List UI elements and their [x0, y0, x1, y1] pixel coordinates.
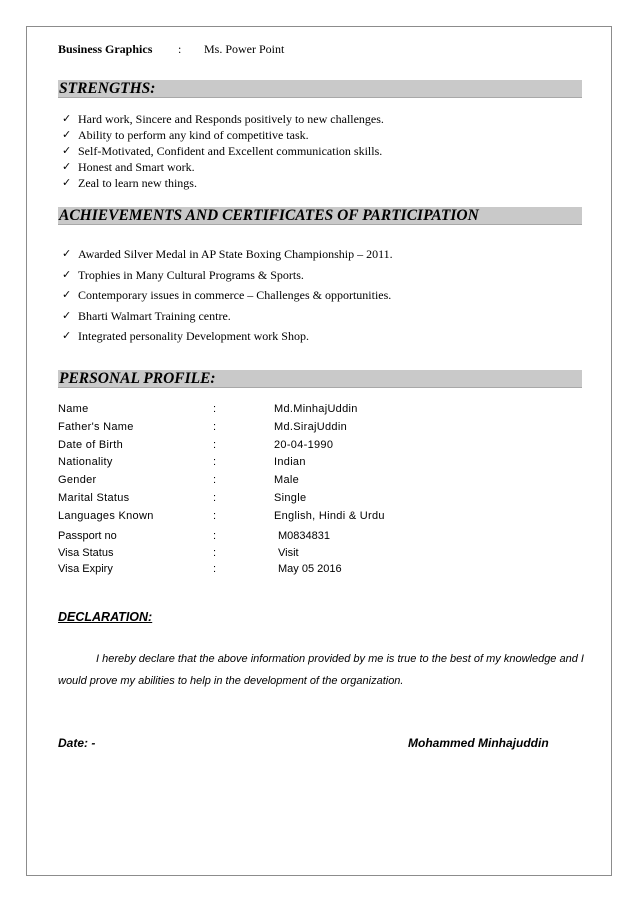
checkmark-icon: ✓	[62, 267, 72, 281]
list-item: ✓ Ability to perform any kind of competitive task.	[62, 128, 309, 142]
table-row: Nationality : Indian	[58, 456, 306, 469]
list-item: ✓ Awarded Silver Medal in AP State Boxing Championship – 2011.	[62, 247, 393, 261]
checkmark-icon: ✓	[62, 160, 72, 173]
list-item: ✓ Contemporary issues in commerce – Challenges & opportunities.	[62, 288, 392, 302]
table-row: Gender : Male	[58, 474, 300, 487]
checkmark-icon: ✓	[62, 308, 72, 322]
checkmark-icon: ✓	[62, 247, 72, 260]
checkmark-icon: ✓	[62, 128, 72, 141]
table-row: Date of Birth : 20-04-1990	[58, 438, 334, 451]
strengths-heading: STRENGTHS:	[58, 80, 582, 98]
business-graphics-label: Business Graphics	[58, 42, 153, 56]
checkmark-icon: ✓	[62, 329, 72, 342]
signature-name: Mohammed Minhajuddin	[408, 736, 549, 750]
business-graphics-colon: :	[178, 42, 182, 56]
declaration-text: I hereby declare that the above information provided by me is true to the best of my knowledge and I would prove my abilities to help in the development of the organization.	[58, 653, 584, 687]
list-item: ✓ Honest and Smart work.	[62, 160, 195, 174]
table-row: Name : Md.MinhajUddin	[58, 403, 358, 415]
list-item: ✓ Trophies in Many Cultural Programs & Sports.	[62, 267, 304, 282]
declaration-heading: DECLARATION:	[58, 610, 153, 624]
profile-heading: PERSONAL PROFILE:	[58, 370, 582, 388]
business-graphics-value: Ms. Power Point	[204, 42, 285, 56]
checkmark-icon: ✓	[62, 288, 72, 301]
list-item: ✓ Integrated personality Development work Shop.	[62, 329, 309, 343]
list-item: ✓ Zeal to learn new things.	[62, 176, 197, 190]
achievements-list	[62, 247, 393, 350]
profile-table	[58, 403, 558, 579]
strengths-list	[62, 112, 384, 192]
table-row: Father's Name : Md.SirajUddin	[58, 420, 347, 433]
table-row: Marital Status : Single	[58, 491, 307, 504]
table-row: Languages Known : English, Hindi & Urdu	[58, 509, 385, 522]
checkmark-icon: ✓	[62, 144, 72, 157]
achievements-heading: ACHIEVEMENTS AND CERTIFICATES OF PARTICIPATION	[58, 207, 582, 225]
checkmark-icon: ✓	[62, 176, 72, 189]
date-label: Date: -	[58, 736, 96, 750]
table-row: Visa Expiry : May 05 2016	[58, 563, 342, 576]
list-item: ✓ Hard work, Sincere and Responds positively to new challenges.	[62, 112, 384, 126]
list-item: ✓ Self-Motivated, Confident and Excellent communication skills.	[62, 144, 383, 158]
checkmark-icon: ✓	[62, 112, 72, 125]
table-row: Visa Status : Visit	[58, 547, 299, 560]
list-item: ✓ Bharti Walmart Training centre.	[62, 308, 231, 323]
table-row: Passport no : M0834831	[58, 529, 330, 542]
